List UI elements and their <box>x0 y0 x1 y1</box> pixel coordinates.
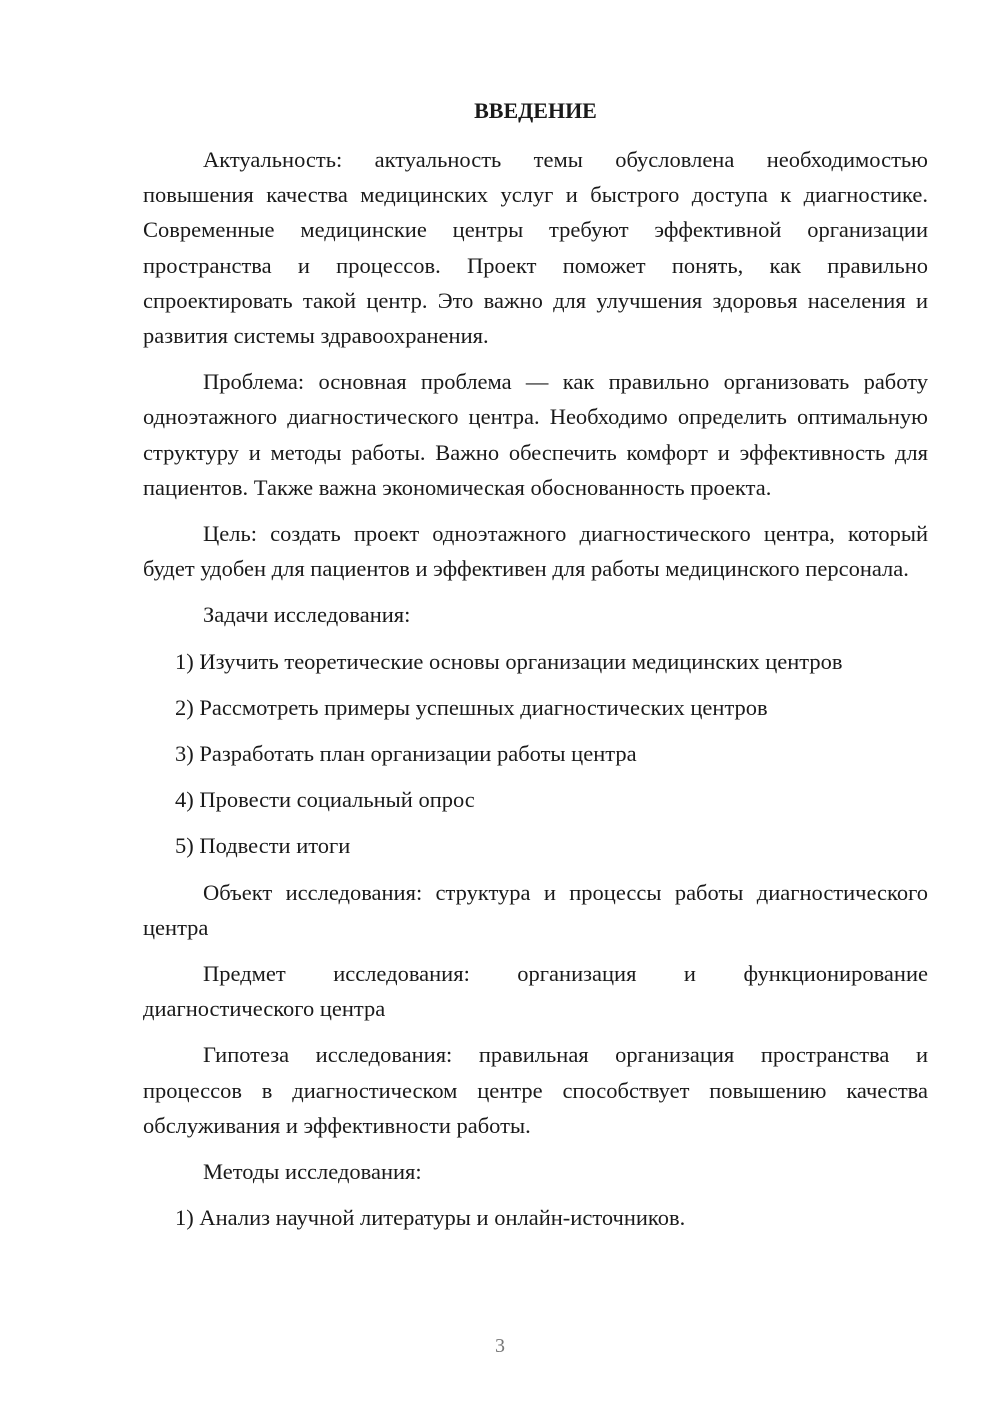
paragraph-relevance: Актуальность: актуальность темы обусловлена необходимостью повышения качества медицинских услуг и быстрого доступа к диагностике. Современные медицинские центры требуют эффективной организации пространства и процессов. Проект поможет понять, как правильно спроектировать такой центр. Это важно для улучшения здоровья населения и развития системы здравоохранения. <box>143 147 928 349</box>
methods-heading: Методы исследования: <box>203 1159 422 1185</box>
paragraph-object: Объект исследования: структура и процессы работы диагностического центра <box>143 879 928 940</box>
method-item-1: 1) Анализ научной литературы и онлайн-источников. <box>175 1205 686 1231</box>
page-number: 3 <box>495 1335 505 1357</box>
tasks-heading: Задачи исследования: <box>203 602 411 628</box>
task-item-2: 2) Рассмотреть примеры успешных диагностических центров <box>175 694 768 720</box>
document-body <box>143 142 928 1246</box>
task-item-4: 4) Провести социальный опрос <box>175 787 475 813</box>
document-page <box>143 0 928 1414</box>
paragraph-goal: Цель: создать проект одноэтажного диагностического центра, который будет удобен для пациентов и эффективен для работы медицинского персонала. <box>143 521 928 582</box>
paragraph-problem: Проблема: основная проблема — как правильно организовать работу одноэтажного диагностического центра. Необходимо определить оптимальную структуру и методы работы. Важно обеспечить комфорт и эффективность для пациентов. Также важна экономическая обоснованность проекта. <box>143 369 928 500</box>
page-title: ВВЕДЕНИЕ <box>474 98 597 123</box>
task-item-3: 3) Разработать план организации работы центра <box>175 741 637 767</box>
task-item-1: 1) Изучить теоретические основы организации медицинских центров <box>175 648 843 674</box>
paragraph-subject: Предмет исследования: организация и функционирование диагностического центра <box>143 961 928 1022</box>
task-item-5: 5) Подвести итоги <box>175 833 351 859</box>
paragraph-hypothesis: Гипотеза исследования: правильная организация пространства и процессов в диагностическом центре способствует повышению качества обслуживания и эффективности работы. <box>143 1042 928 1138</box>
